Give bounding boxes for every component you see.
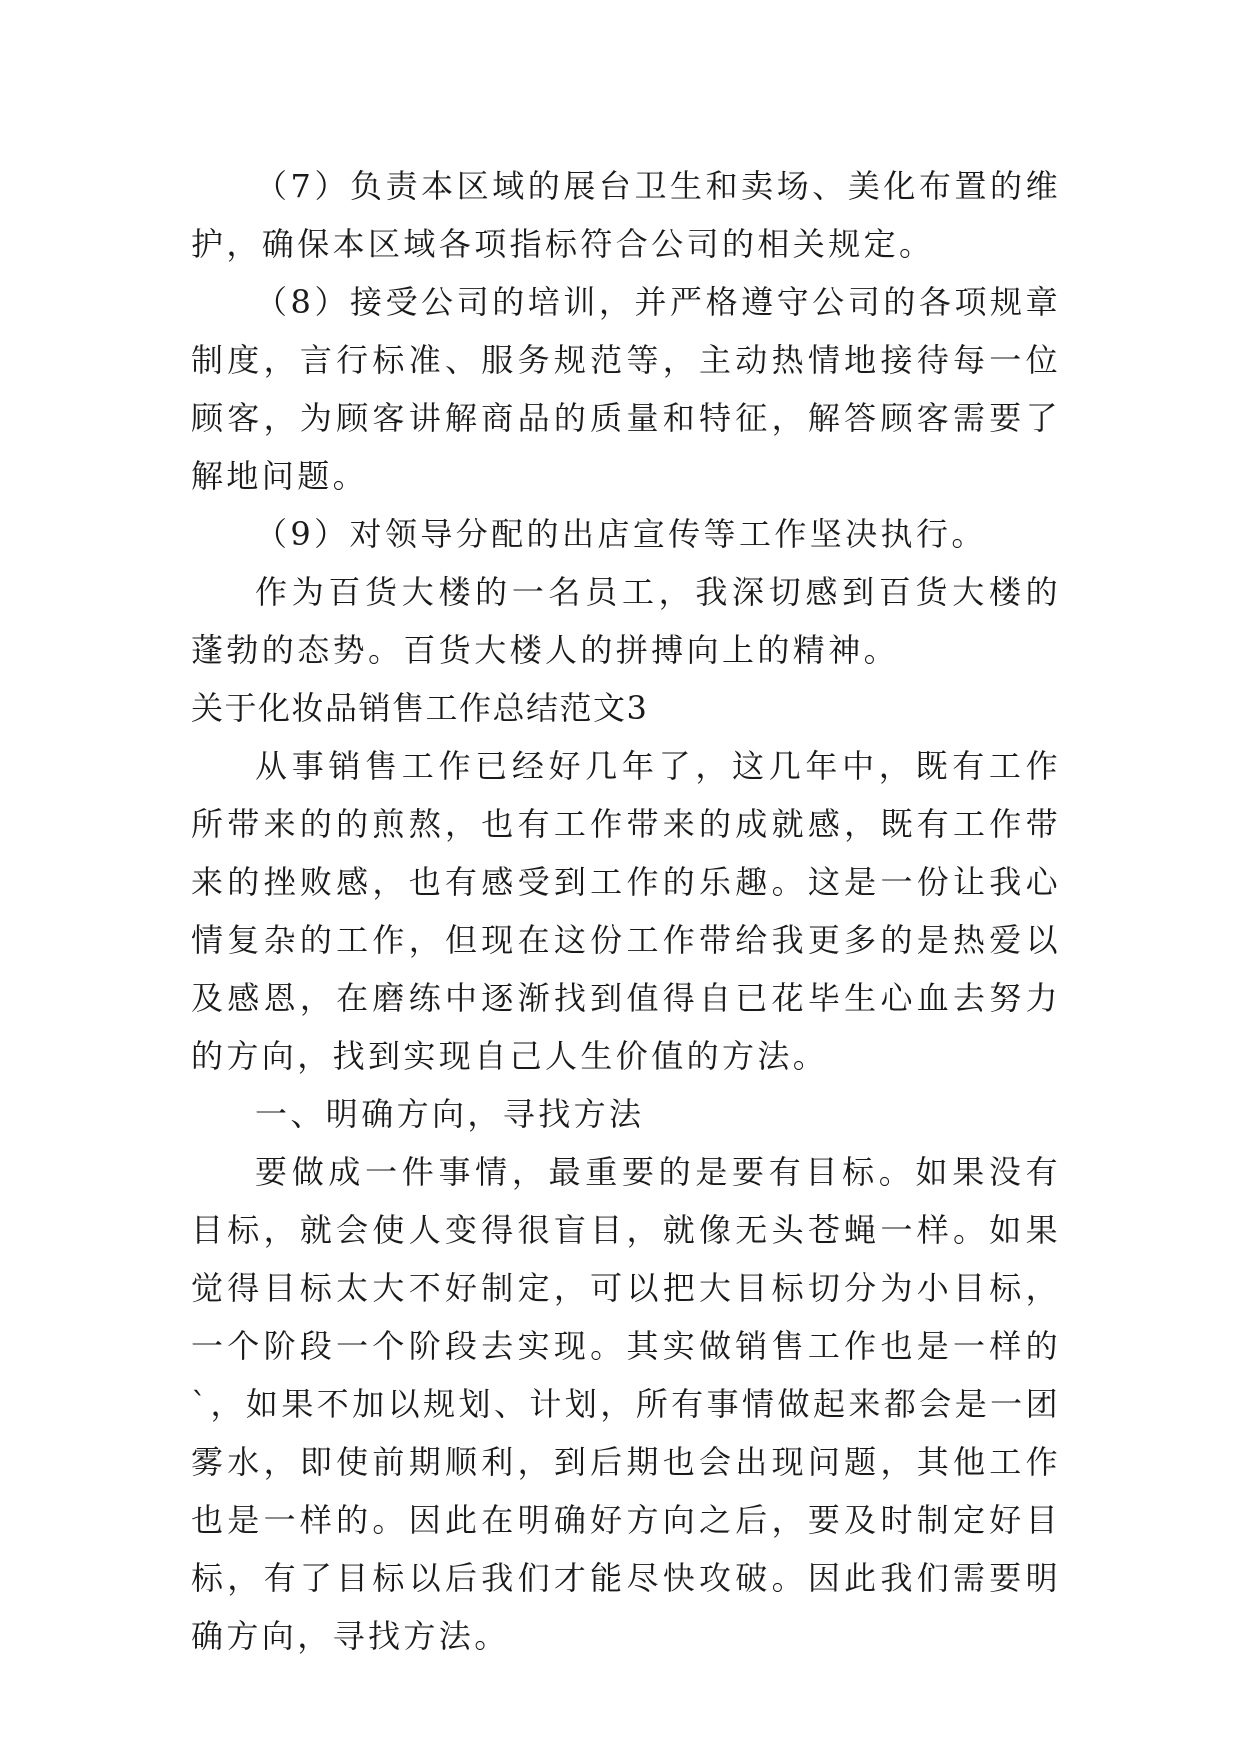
paragraph-closing: 作为百货大楼的一名员工，我深切感到百货大楼的蓬勃的态势。百货大楼人的拼搏向上的精神。 [191, 573, 1061, 669]
section-heading: 关于化妆品销售工作总结范文3 [191, 689, 649, 727]
paragraph-item-9: （9）对领导分配的出店宣传等工作坚决执行。 [255, 515, 987, 553]
subheading-direction: 一、明确方向，寻找方法 [255, 1095, 645, 1133]
paragraph-item-8: （8）接受公司的培训，并严格遵守公司的各项规章制度，言行标准、服务规范等，主动热情地接待每一位顾客，为顾客讲解商品的质量和特征，解答顾客需要了解地问题。 [191, 283, 1061, 495]
paragraph-item-7: （7）负责本区域的展台卫生和卖场、美化布置的维护，确保本区域各项指标符合公司的相关规定。 [191, 167, 1061, 263]
paragraph-intro: 从事销售工作已经好几年了，这几年中，既有工作所带来的的煎熬，也有工作带来的成就感，既有工作带来的挫败感，也有感受到工作的乐趣。这是一份让我心情复杂的工作，但现在这份工作带给我更多的是热爱以及感恩，在磨练中逐渐找到值得自已花毕生心血去努力的方向，找到实现自己人生价值的方法。 [191, 747, 1061, 1075]
paragraph-goals: 要做成一件事情，最重要的是要有目标。如果没有目标，就会使人变得很盲目，就像无头苍蝇一样。如果觉得目标太大不好制定，可以把大目标切分为小目标，一个阶段一个阶段去实现。其实做销售工作也是一样的`，如果不加以规划、计划，所有事情做起来都会是一团雾水，即使前期顺利，到后期也会出现问题，其他工作也是一样的。因此在明确好方向之后，要及时制定好目标，有了目标以后我们才能尽快攻破。因此我们需要明确方向，寻找方法。 [191, 1153, 1061, 1655]
document-body [191, 157, 1061, 1665]
